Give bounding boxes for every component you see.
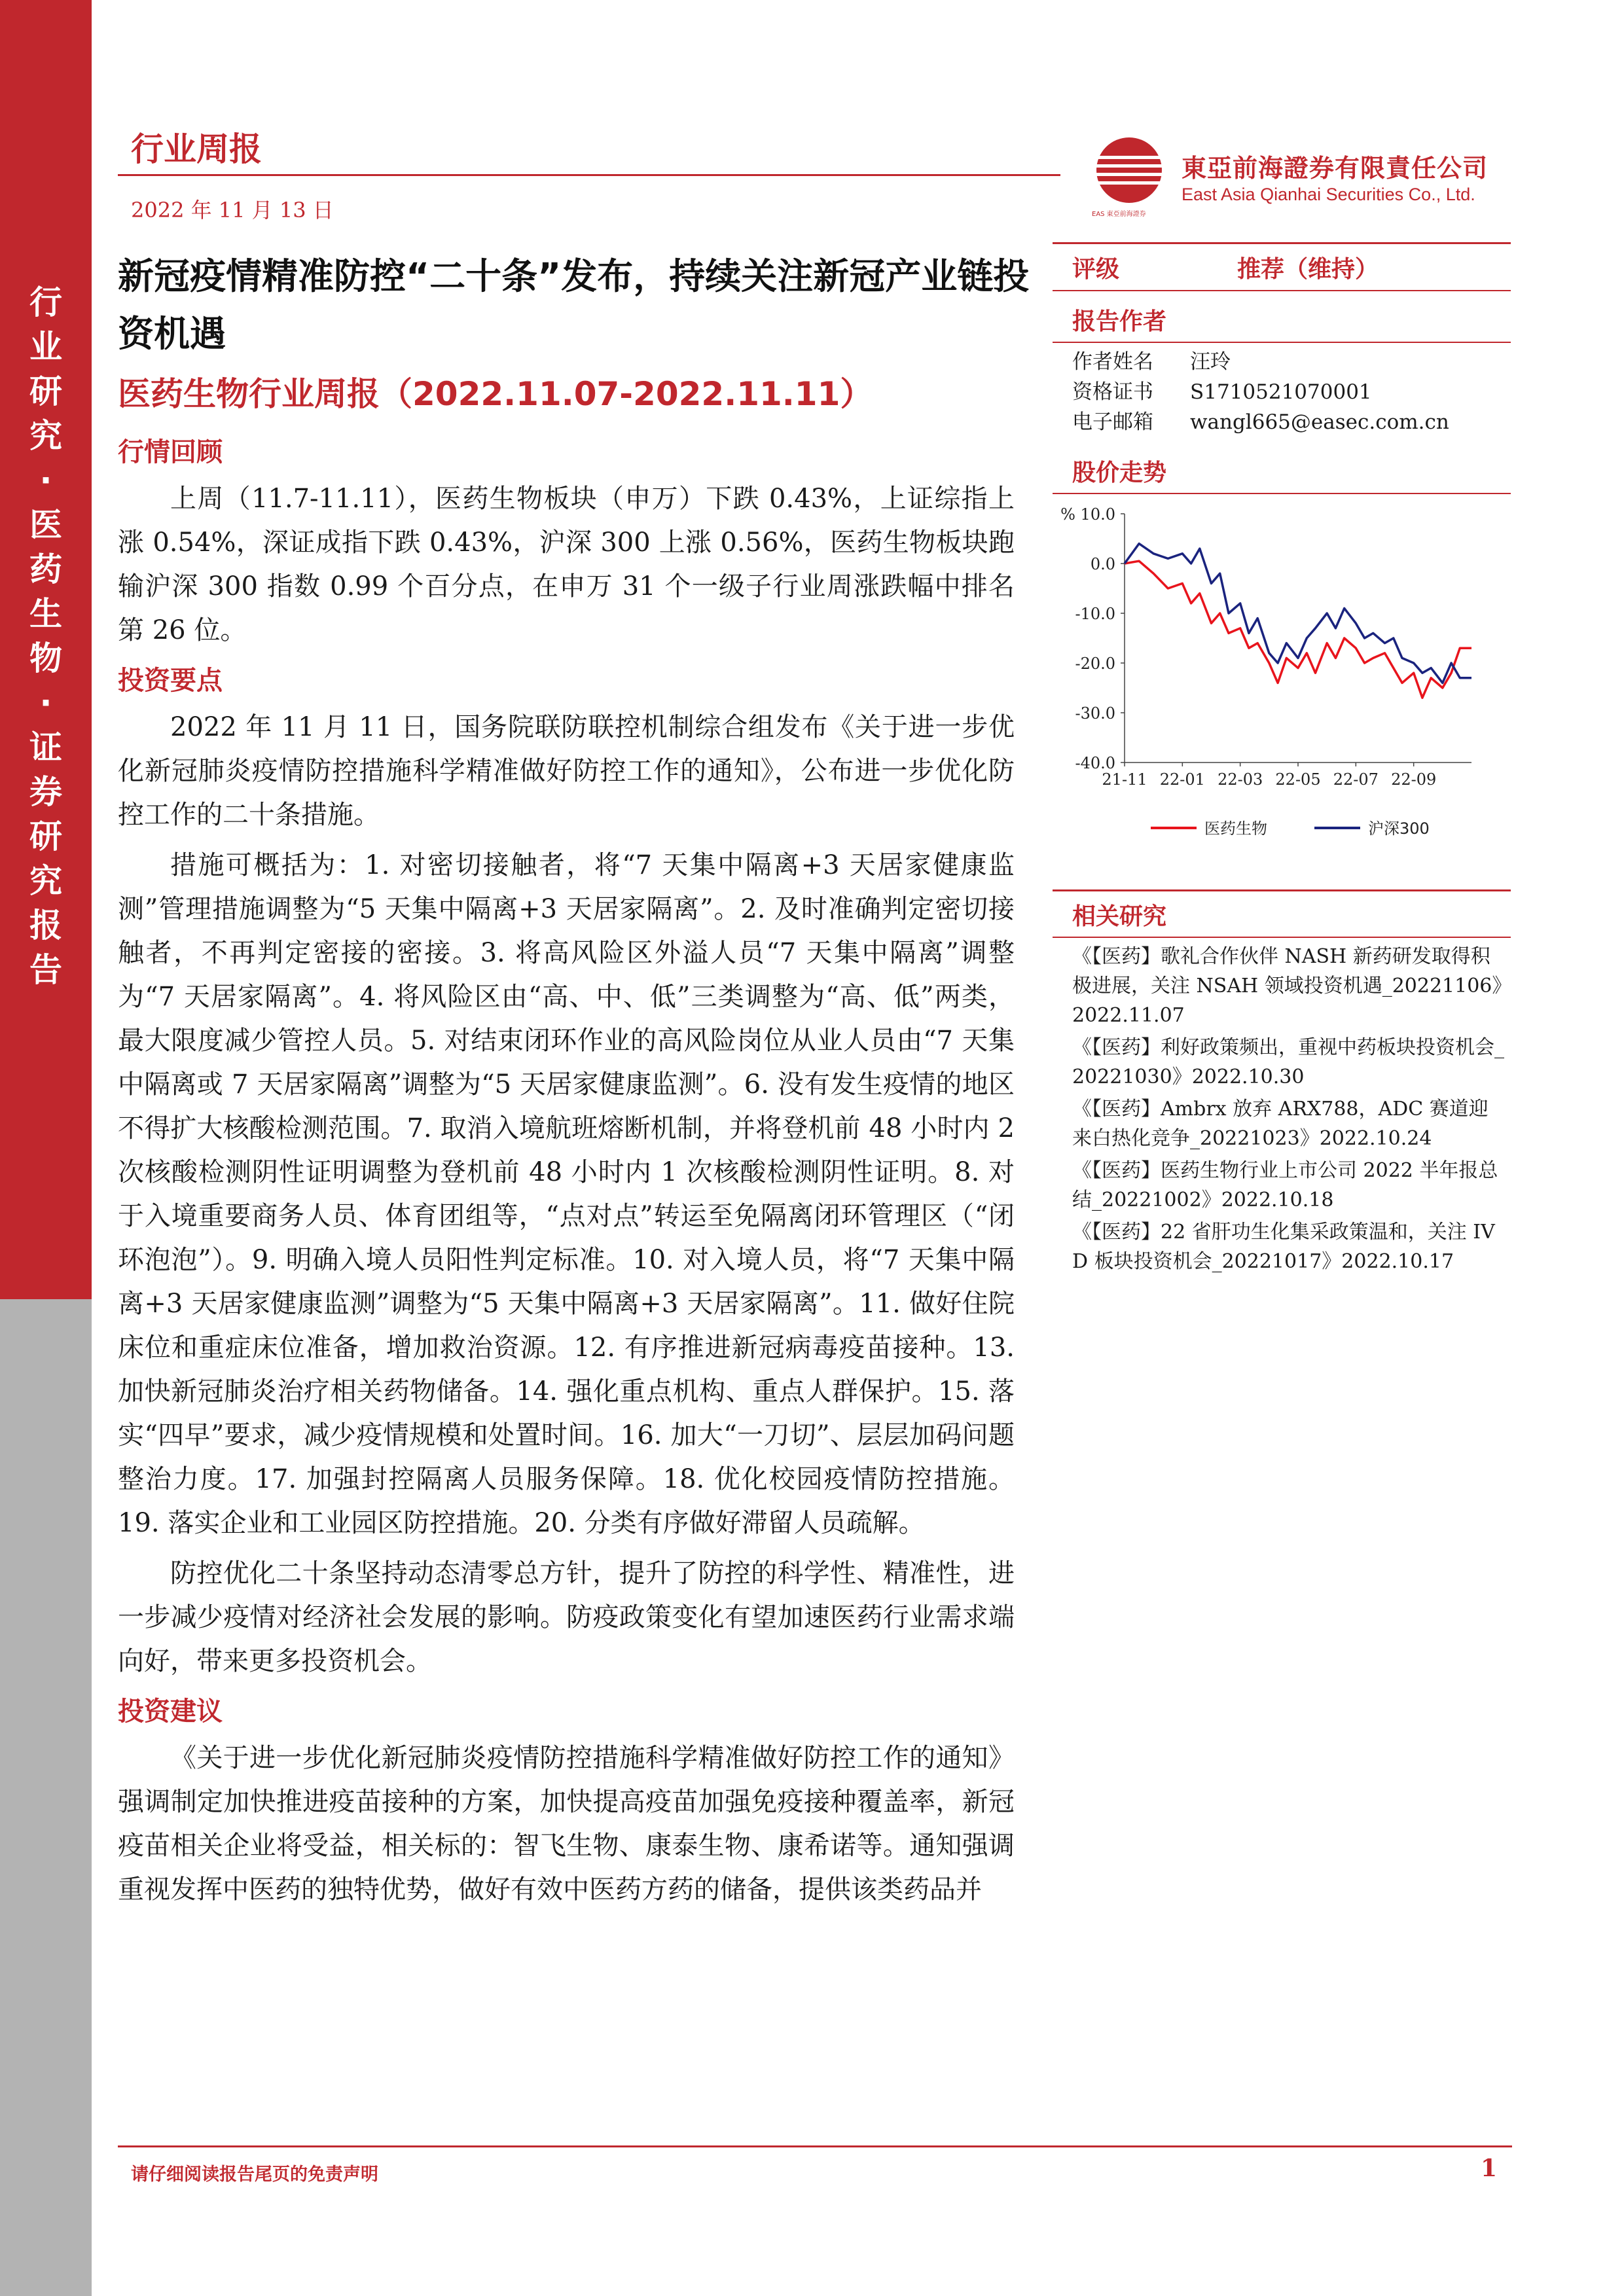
related-research-link[interactable]: 《【医药】22 省肝功生化集采政策温和，关注 IVD 板块投资机会_20221017》2022.10.17 [1072, 1221, 1495, 1273]
x-tick-label: 22-09 [1391, 770, 1437, 789]
page-number: 1 [1481, 2155, 1498, 2182]
chart-heading: 股价走势 [1053, 448, 1511, 494]
legend-label: 沪深300 [1368, 819, 1430, 838]
section-heading-key-points: 投资要点 [118, 666, 223, 696]
doc-type-label: 行业周报 [131, 130, 262, 168]
author-row [1072, 347, 1511, 377]
sidebar-char: 药 [29, 550, 62, 588]
section-heading-market-review: 行情回顾 [118, 437, 223, 467]
sidebar-char: 医 [29, 506, 62, 544]
logo-caption: EAS 東亞前海證券 [1092, 211, 1146, 218]
sidebar-char: 券 [29, 773, 62, 811]
sidebar-char: 研 [29, 372, 62, 410]
sidebar-category-label [0, 280, 92, 992]
author-field-label: 资格证书 [1072, 380, 1153, 404]
paragraph: 上周（11.7-11.11），医药生物板块（申万）下跌 0.43%，上证综指上涨 0.54%，深证成指下跌 0.43%，沪深 300 上涨 0.56%，医药生物板块跑输沪深 300 指数 0.99 个百分点，在申万 31 个一级子行业周涨跌幅中排名第 26 位。 [118, 484, 1015, 645]
company-name-cn: 東亞前海證券有限責任公司 [1182, 154, 1489, 183]
company-name-en: East Asia Qianhai Securities Co., Ltd. [1182, 185, 1475, 204]
author-field-value: S1710521070001 [1190, 380, 1372, 404]
author-heading: 报告作者 [1053, 296, 1511, 343]
sidebar-char: 物 [29, 639, 62, 677]
sidebar-char: · [39, 461, 52, 499]
author-field-value: 汪玲 [1190, 350, 1231, 374]
sidebar-char: 究 [29, 862, 62, 900]
series-line-csi300 [1125, 544, 1471, 683]
paragraph: 防控优化二十条坚持动态清零总方针，提升了防控的科学性、精准性，进一步减少疫情对经济社会发展的影响。防疫政策变化有望加速医药行业需求端向好，带来更多投资机会。 [118, 1558, 1015, 1676]
x-tick-label: 22-05 [1275, 770, 1321, 789]
related-research-link[interactable]: 《【医药】医药生物行业上市公司 2022 半年报总结_20221002》2022.10.18 [1072, 1159, 1498, 1211]
sidebar-band-lower [0, 1299, 92, 2296]
author-info [1053, 343, 1511, 442]
rating-label: 评级 [1072, 255, 1120, 283]
sidebar-char: 报 [29, 906, 62, 944]
paragraph: 2022 年 11 月 11 日，国务院联防联控机制综合组发布《关于进一步优化新冠肺炎疫情防控措施科学精准做好防控工作的通知》，公布进一步优化防控工作的二十条措施。 [118, 712, 1015, 830]
related-research-heading: 相关研究 [1053, 889, 1511, 938]
y-tick-label: -40.0 [1075, 754, 1115, 772]
sidebar-char: 业 [29, 328, 62, 366]
sidebar-char: 证 [29, 728, 62, 766]
x-tick-label: 22-03 [1218, 770, 1263, 789]
footer-divider [118, 2145, 1512, 2147]
paragraph: 措施可概括为：1. 对密切接触者，将“7 天集中隔离+3 天居家健康监测”管理措施调整为“5 天集中隔离+3 天居家隔离”。2. 及时准确判定密切接触者，不再判定密接的密接。3. 将高风险区外溢人员“7 天集中隔离”调整为“7 天居家隔离”。4. 将风险区由“高、中、低”三类调整为“高、低”两类，最大限度减少管控人员。5. 对结束闭环作业的高风险岗位从业人员由“7 天集中隔离或 7 天居家隔离”调整为“5 天居家健康监测”。6. 没有发生疫情的地区不得扩大核酸检测范围。7. 取消入境航班熔断机制，并将登机前 48 小时内 2 次核酸检测阴性证明调整为登机前 48 小时内 1 次核酸检测阴性证明。8. 对于入境重要商务人员、体育团组等，“点对点”转运至免隔离闭环管理区（“闭环泡泡”）。9. 明确入境人员阳性判定标准。10. 对入境人员，将“7 天集中隔离+3 天居家健康监测”调整为“5 天集中隔离+3 天居家隔离”。11. 做好住院床位和重症床位准备，增加救治资源。12. 有序推进新冠病毒疫苗接种。13. 加快新冠肺炎治疗相关药物储备。14. 强化重点机构、重点人群保护。15. 落实“四早”要求，减少疫情规模和处置时间。16. 加大“一刀切”、层层加码问题整治力度。17. 加强封控隔离人员服务保障。18. 优化校园疫情防控措施。19. 落实企业和工业园区防控措施。20. 分类有序做好滞留人员疏解。 [118, 850, 1015, 1538]
y-tick-label: -20.0 [1075, 655, 1115, 673]
sidebar-char: · [39, 684, 52, 722]
y-tick-label: 0.0 [1090, 555, 1115, 573]
author-email-link[interactable]: wangl665@easec.com.cn [1190, 410, 1449, 434]
sidebar-char: 告 [29, 951, 62, 989]
rating-row [1053, 242, 1511, 291]
section-heading-advice: 投资建议 [118, 1696, 223, 1727]
author-field-label: 电子邮箱 [1072, 410, 1153, 434]
y-tick-label: % 10.0 [1060, 505, 1115, 524]
paragraph: 《关于进一步优化新冠肺炎疫情防控措施科学精准做好防控工作的通知》强调制定加快推进疫苗接种的方案，加快提高疫苗加强免疫接种覆盖率，新冠疫苗相关企业将受益，相关标的：智飞生物、康泰生物、康希诺等。通知强调重视发挥中医药的独特优势，做好有效中医药方药的储备，提供该类药品并 [118, 1743, 1015, 1905]
x-tick-label: 21-11 [1102, 770, 1147, 789]
report-title: 新冠疫情精准防控“二十条”发布，持续关注新冠产业链投资机遇 [118, 255, 1030, 355]
legend-label: 医药生物 [1204, 819, 1267, 838]
author-field-label: 作者姓名 [1072, 350, 1153, 374]
related-research-link[interactable]: 《【医药】歌礼合作伙伴 NASH 新药研发取得积极进展，关注 NSAH 领域投资机遇_20221106》2022.11.07 [1072, 945, 1502, 1027]
y-tick-label: -30.0 [1075, 704, 1115, 723]
sidebar-char: 行 [29, 283, 62, 321]
series-line-pharma [1125, 561, 1471, 698]
sidebar-char: 究 [29, 417, 62, 455]
rating-value: 推荐（维持） [1237, 255, 1379, 283]
related-research-link[interactable]: 《【医药】利好政策频出，重视中药板块投资机会_20221030》2022.10.30 [1072, 1036, 1504, 1088]
company-logo-icon [1093, 134, 1165, 206]
related-research-list [1053, 938, 1511, 1276]
sidebar-char: 生 [29, 595, 62, 633]
main-content [118, 425, 1015, 1918]
header-divider [118, 174, 1060, 176]
stock-trend-chart [1053, 501, 1485, 867]
x-tick-label: 22-01 [1159, 770, 1205, 789]
author-row [1072, 407, 1511, 437]
author-row [1072, 377, 1511, 407]
disclaimer-note[interactable]: 请仔细阅读报告尾页的免责声明 [131, 2164, 378, 2185]
report-subtitle: 医药生物行业周报（2022.11.07-2022.11.11） [118, 375, 873, 413]
y-tick-label: -10.0 [1075, 605, 1115, 623]
info-sidebar [1053, 242, 1511, 1279]
x-tick-label: 22-07 [1333, 770, 1379, 789]
related-research-link[interactable]: 《【医药】Ambrx 放弃 ARX788，ADC 赛道迎来白热化竞争_20221023》2022.10.24 [1072, 1098, 1489, 1150]
sidebar-char: 研 [29, 817, 62, 855]
report-date: 2022 年 11 月 13 日 [131, 198, 334, 223]
